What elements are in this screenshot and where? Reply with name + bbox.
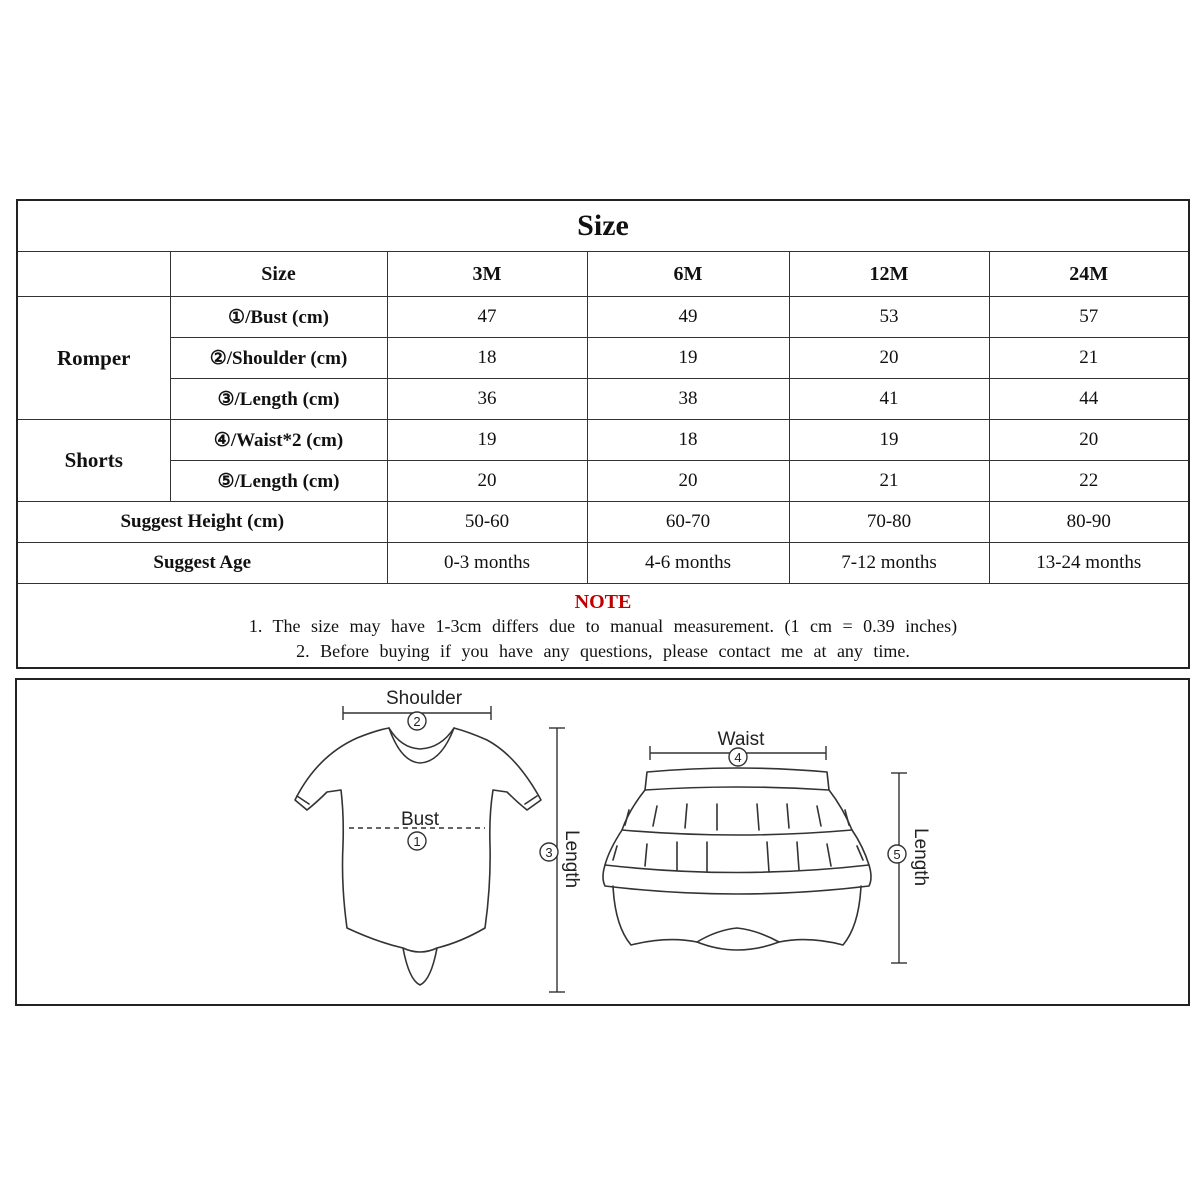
cell-value: 21 [989,338,1188,379]
note-line-1: 1. The size may have 1-3cm differs due to manual measurement. (1 cm = 0.39 inches) [248,616,958,636]
cell-value: 49 [587,297,789,338]
cell-value: 4-6 months [587,543,789,584]
bust-label: Bust [400,809,440,830]
table-row [18,338,1188,379]
cell-value: 57 [989,297,1188,338]
measurement-diagram [15,678,1190,1006]
shorts-icon [645,768,829,790]
waist-number: 4 [734,750,742,765]
cell-value: 19 [587,338,789,379]
cell-value: 18 [387,338,587,379]
cell-value: 22 [989,461,1188,502]
cell-value: 7-12 months [789,543,989,584]
shorts-length-number: 5 [893,847,901,862]
cell-value: 38 [587,379,789,420]
suggest-age-label: Suggest Age [18,543,387,584]
shorts-length-label: Length [910,828,931,887]
row-label: ①/Bust (cm) [170,297,387,338]
row-label: ③/Length (cm) [170,379,387,420]
cell-value: 0-3 months [387,543,587,584]
note-section [18,584,1188,667]
romper-icon [295,728,541,985]
cell-value: 36 [387,379,587,420]
cell-value: 21 [789,461,989,502]
table-row [18,420,1188,461]
cell-value: 20 [387,461,587,502]
cell-value: 19 [387,420,587,461]
row-label: ④/Waist*2 (cm) [170,420,387,461]
size-chart-table [16,199,1190,669]
cell-value: 47 [387,297,587,338]
cell-value: 41 [789,379,989,420]
cell-value: 19 [789,420,989,461]
header-size-6m: 6M [587,252,789,297]
table-title: Size [18,201,1188,252]
romper-length-number: 3 [545,845,553,860]
size-table [18,201,1188,666]
shorts-group-label: Shorts [18,420,170,502]
row-label: ②/Shoulder (cm) [170,338,387,379]
table-row [18,502,1188,543]
shoulder-label: Shoulder [385,688,463,709]
cell-value: 60-70 [587,502,789,543]
cell-value: 20 [587,461,789,502]
romper-length-label: Length [561,830,582,889]
waist-label: Waist [717,729,765,750]
cell-value: 13-24 months [989,543,1188,584]
cell-value: 50-60 [387,502,587,543]
table-row [18,297,1188,338]
table-row [18,543,1188,584]
row-label: ⑤/Length (cm) [170,461,387,502]
table-row [18,461,1188,502]
cell-value: 20 [989,420,1188,461]
suggest-height-label: Suggest Height (cm) [18,502,387,543]
cell-value: 20 [789,338,989,379]
romper-group-label: Romper [18,297,170,420]
header-size-3m: 3M [387,252,587,297]
header-size-24m: 24M [989,252,1188,297]
cell-value: 44 [989,379,1188,420]
note-line-2: 2. Before buying if you have any questions, please contact me at any time. [296,641,910,661]
cell-value: 80-90 [989,502,1188,543]
bust-number: 1 [413,834,421,849]
cell-value: 70-80 [789,502,989,543]
note-title: NOTE [574,591,632,613]
table-row [18,379,1188,420]
measurement-diagram-svg [17,680,1188,1004]
shoulder-number: 2 [413,714,421,729]
cell-value: 53 [789,297,989,338]
header-empty-cell [18,252,170,297]
header-size-12m: 12M [789,252,989,297]
cell-value: 18 [587,420,789,461]
header-size-label: Size [170,252,387,297]
